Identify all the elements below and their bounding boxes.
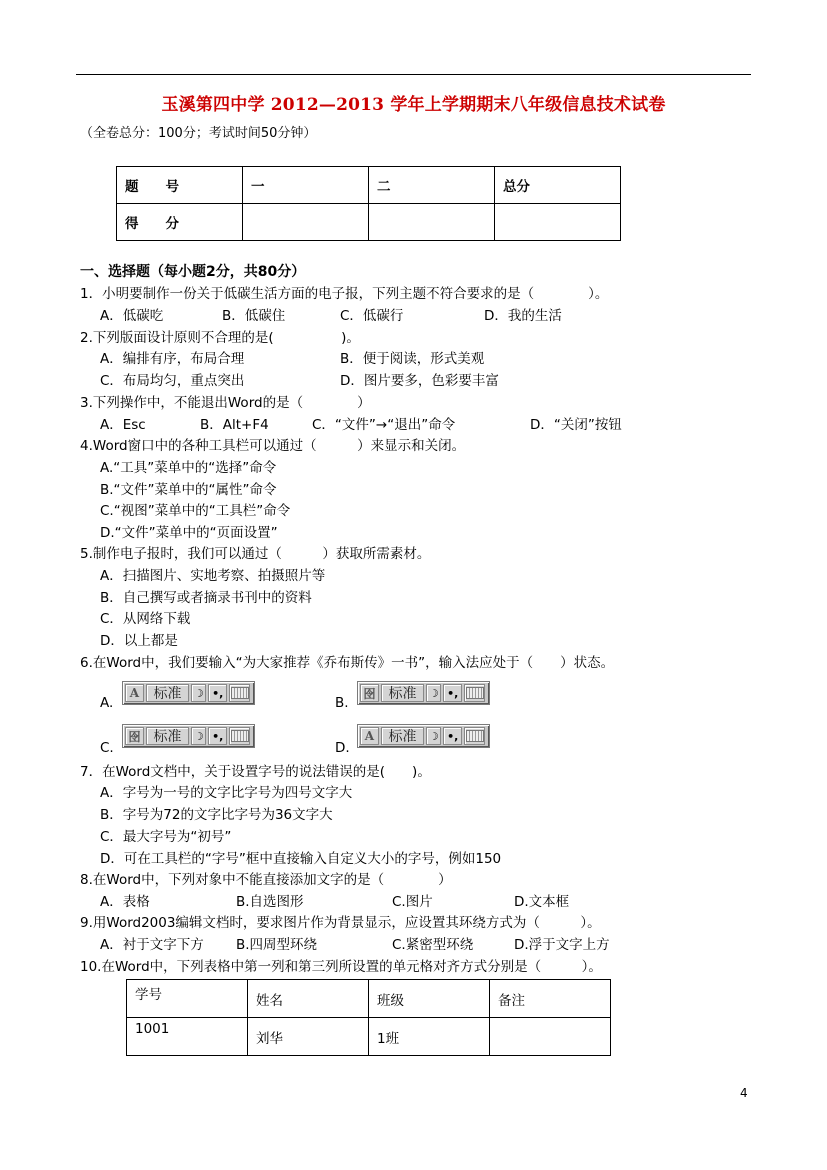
sample-table-cell: 学号 xyxy=(127,980,248,1018)
option: D. xyxy=(335,740,350,756)
option: D.文本框 xyxy=(514,894,570,910)
option: A．Esc xyxy=(100,417,146,433)
sample-table-cell: 姓名 xyxy=(248,980,369,1018)
option: C．布局均匀，重点突出 xyxy=(100,373,245,389)
option: A．低碳吃 xyxy=(100,308,164,324)
option: C.紧密型环绕 xyxy=(392,937,474,953)
option: A．衬于文字下方 xyxy=(100,937,204,953)
exam-title: 玉溪第四中学 2012—2013 学年上学期期末八年级信息技术试卷 xyxy=(161,95,666,115)
score-cell xyxy=(369,204,495,241)
sample-table-cell: 1班 xyxy=(369,1018,490,1056)
sample-table-header-row xyxy=(127,980,611,1018)
letter-a-icon: A xyxy=(125,684,144,702)
ime-standard-label: 标准 xyxy=(381,684,424,702)
sample-table-cell: 刘华 xyxy=(248,1018,369,1056)
soft-keyboard-icon xyxy=(229,684,250,702)
question-stem: 1．小明要制作一份关于低碳生活方面的电子报，下列主题不符合要求的是（ ）。 xyxy=(80,286,609,302)
ime-standard-label: 标准 xyxy=(381,727,424,745)
option: B．自己撰写或者摘录书刊中的资料 xyxy=(100,590,312,606)
option: A．表格 xyxy=(100,894,150,910)
option: D．图片要多，色彩要丰富 xyxy=(340,373,499,389)
soft-keyboard-icon xyxy=(229,727,250,745)
option: C. xyxy=(100,740,114,756)
option: B．字号为72的文字比字号为36文字大 xyxy=(100,807,333,823)
sample-table xyxy=(126,979,611,1056)
ime-toolbar xyxy=(122,724,255,748)
option: B．Alt+F4 xyxy=(200,417,269,433)
half-width-icon: ☽ xyxy=(426,727,441,745)
score-table-row xyxy=(117,204,621,241)
soft-keyboard-icon xyxy=(464,727,485,745)
option: C．“文件”→“退出”命令 xyxy=(312,417,456,433)
question-stem: 3.下列操作中，不能退出Word的是（ ） xyxy=(80,395,371,411)
half-width-icon: ☽ xyxy=(426,684,441,702)
score-table xyxy=(116,166,621,241)
option: B.“文件”菜单中的“属性”命令 xyxy=(100,482,277,498)
option: A．字号为一号的文字比字号为四号文字大 xyxy=(100,785,353,801)
ime-toolbar xyxy=(357,724,490,748)
score-cell xyxy=(243,204,369,241)
question-stem: 4.Word窗口中的各种工具栏可以通过（ ）来显示和关闭。 xyxy=(80,438,466,454)
punctuation-icon: •, xyxy=(208,684,227,702)
sample-table-cell: 1001 xyxy=(127,1018,248,1056)
option: D．以上都是 xyxy=(100,633,178,649)
option: D．“关闭”按钮 xyxy=(530,417,622,433)
ime-toolbar xyxy=(122,681,255,705)
score-cell: 一 xyxy=(243,167,369,204)
question-stem: 2.下列版面设计原则不合理的是( )。 xyxy=(80,330,360,346)
option: D.“文件”菜单中的“页面设置” xyxy=(100,525,278,541)
option: B．便于阅读，形式美观 xyxy=(340,351,485,367)
chinese-mode-icon: 囹 xyxy=(125,727,144,745)
option: B.四周型环绕 xyxy=(236,937,318,953)
question-stem: 9.用Word2003编辑文档时，要求图片作为背景显示，应设置其环绕方式为（ ）。 xyxy=(80,915,601,931)
question-stem: 6.在Word中，我们要输入“为大家推荐《乔布斯传》一书”，输入法应处于（ ）状态。 xyxy=(80,655,615,671)
question-stem: 7．在Word文档中，关于设置字号的说法错误的是( )。 xyxy=(80,764,431,780)
option: B. xyxy=(335,695,349,711)
half-width-icon: ☽ xyxy=(191,684,206,702)
header-rule xyxy=(76,74,751,75)
punctuation-icon: •, xyxy=(443,684,462,702)
score-cell: 二 xyxy=(369,167,495,204)
option: C.“视图”菜单中的“工具栏”命令 xyxy=(100,503,291,519)
question-stem: 10.在Word中，下列表格中第一列和第三列所设置的单元格对齐方式分别是（ ）。 xyxy=(80,959,602,975)
chinese-mode-icon: 囹 xyxy=(360,684,379,702)
option: D．我的生活 xyxy=(484,308,562,324)
score-cell: 得 分 xyxy=(117,204,243,241)
option: A. xyxy=(100,695,114,711)
option: C．低碳行 xyxy=(340,308,404,324)
score-cell: 题 号 xyxy=(117,167,243,204)
option: C.图片 xyxy=(392,894,433,910)
half-width-icon: ☽ xyxy=(191,727,206,745)
punctuation-icon: •, xyxy=(208,727,227,745)
section-heading: 一、选择题（每小题2分，共80分） xyxy=(80,264,306,280)
option: C．最大字号为“初号” xyxy=(100,829,232,845)
letter-a-icon: A xyxy=(360,727,379,745)
option: A.“工具”菜单中的“选择”命令 xyxy=(100,460,277,476)
ime-standard-label: 标准 xyxy=(146,684,189,702)
punctuation-icon: •, xyxy=(443,727,462,745)
score-cell xyxy=(495,204,621,241)
exam-subtitle: （全卷总分：100分；考试时间50分钟） xyxy=(80,126,317,141)
score-table-row xyxy=(117,167,621,204)
question-stem: 5.制作电子报时，我们可以通过（ ）获取所需素材。 xyxy=(80,546,431,562)
option: D．可在工具栏的“字号”框中直接输入自定义大小的字号，例如150 xyxy=(100,851,502,867)
ime-standard-label: 标准 xyxy=(146,727,189,745)
option: A．编排有序，布局合理 xyxy=(100,351,245,367)
option: A．扫描图片、实地考察、拍摄照片等 xyxy=(100,568,326,584)
sample-table-row xyxy=(127,1018,611,1056)
sample-table-cell: 班级 xyxy=(369,980,490,1018)
soft-keyboard-icon xyxy=(464,684,485,702)
sample-table-cell: 备注 xyxy=(490,980,611,1018)
sample-table-cell xyxy=(490,1018,611,1056)
ime-toolbar xyxy=(357,681,490,705)
question-stem: 8.在Word中，下列对象中不能直接添加文字的是（ ） xyxy=(80,872,452,888)
option: B.自选图形 xyxy=(236,894,304,910)
page-number: 4 xyxy=(740,1086,748,1100)
option: C．从网络下载 xyxy=(100,611,191,627)
option: D.浮于文字上方 xyxy=(514,937,610,953)
option: B．低碳住 xyxy=(222,308,286,324)
score-cell: 总分 xyxy=(495,167,621,204)
